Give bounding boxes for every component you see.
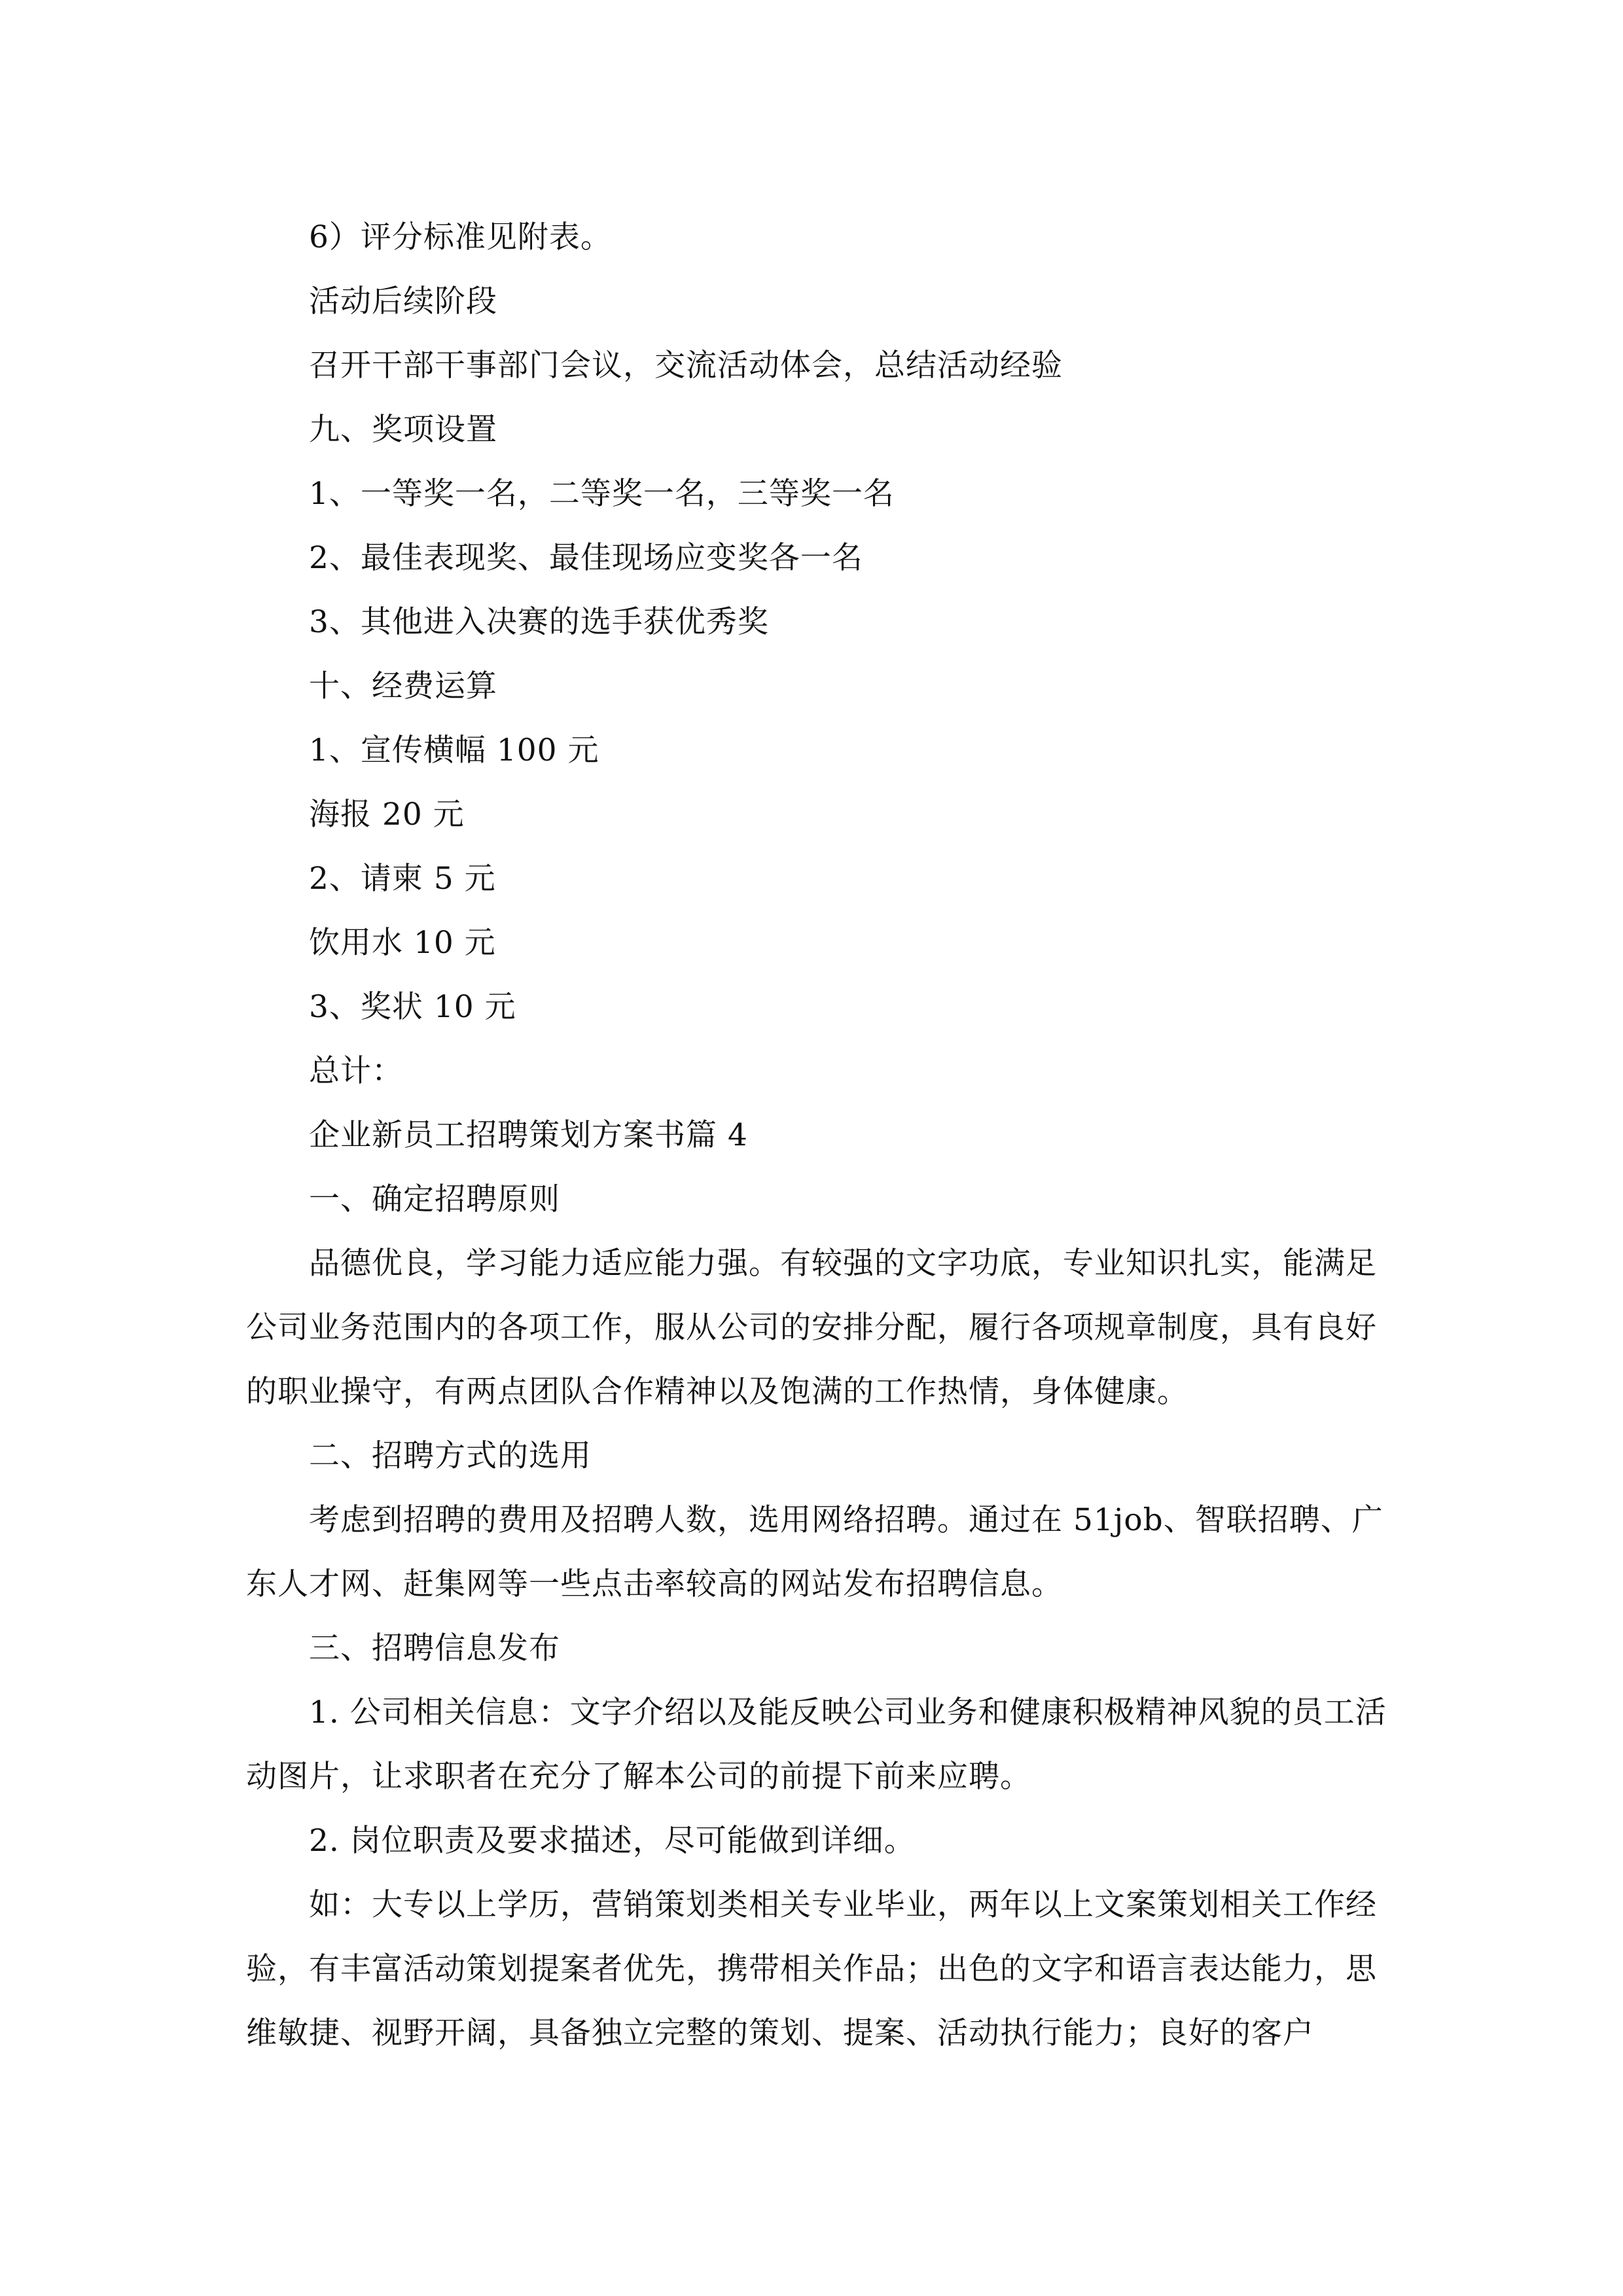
- paragraph-15: 企业新员工招聘策划方案书篇 4: [309, 1117, 748, 1153]
- paragraph-9: 1、宣传横幅 100 元: [309, 732, 599, 768]
- paragraph-6: 2、最佳表现奖、最佳现场应变奖各一名: [309, 540, 863, 576]
- paragraph-23: 如：大专以上学历，营销策划类相关专业毕业，两年以上文案策划相关工作经验，有丰富活动策划提案者优先，携带相关作品；出色的文字和语言表达能力，思维敏捷、视野开阔，具备独立完整的策划、提案、活动执行能力；良好的客户: [246, 1887, 1377, 2051]
- paragraph-11: 2、请柬 5 元: [309, 861, 496, 897]
- paragraph-4: 九、奖项设置: [309, 412, 497, 448]
- paragraph-18: 二、招聘方式的选用: [309, 1438, 592, 1474]
- paragraph-17: 品德优良，学习能力适应能力强。有较强的文字功底，专业知识扎实，能满足公司业务范围内的各项工作，服从公司的安排分配，履行各项规章制度，具有良好的职业操守，有两点团队合作精神以及饱满的工作热情，身体健康。: [246, 1246, 1377, 1410]
- paragraph-3: 召开干部干事部门会议，交流活动体会，总结活动经验: [309, 348, 1063, 384]
- paragraph-12: 饮用水 10 元: [309, 925, 496, 961]
- paragraph-2: 活动后续阶段: [309, 283, 497, 319]
- paragraph-1: 6）评分标准见附表。: [309, 219, 612, 255]
- paragraph-19: 考虑到招聘的费用及招聘人数，选用网络招聘。通过在 51job、智联招聘、广东人才网、赶集网等一些点击率较高的网站发布招聘信息。: [246, 1502, 1383, 1602]
- paragraph-7: 3、其他进入决赛的选手获优秀奖: [309, 604, 769, 640]
- paragraph-8: 十、经费运算: [309, 668, 497, 704]
- document-body: [246, 206, 1398, 2066]
- paragraph-13: 3、奖状 10 元: [309, 989, 516, 1025]
- paragraph-16: 一、确定招聘原则: [309, 1181, 560, 1217]
- paragraph-10: 海报 20 元: [309, 797, 465, 833]
- paragraph-5: 1、一等奖一名，二等奖一名，三等奖一名: [309, 476, 895, 512]
- paragraph-21: 1. 公司相关信息：文字介绍以及能反映公司业务和健康积极精神风貌的员工活动图片，让求职者在充分了解本公司的前提下前来应聘。: [246, 1695, 1387, 1795]
- paragraph-14: 总计：: [309, 1053, 403, 1089]
- paragraph-20: 三、招聘信息发布: [309, 1630, 560, 1666]
- paragraph-22: 2. 岗位职责及要求描述，尽可能做到详细。: [309, 1823, 916, 1859]
